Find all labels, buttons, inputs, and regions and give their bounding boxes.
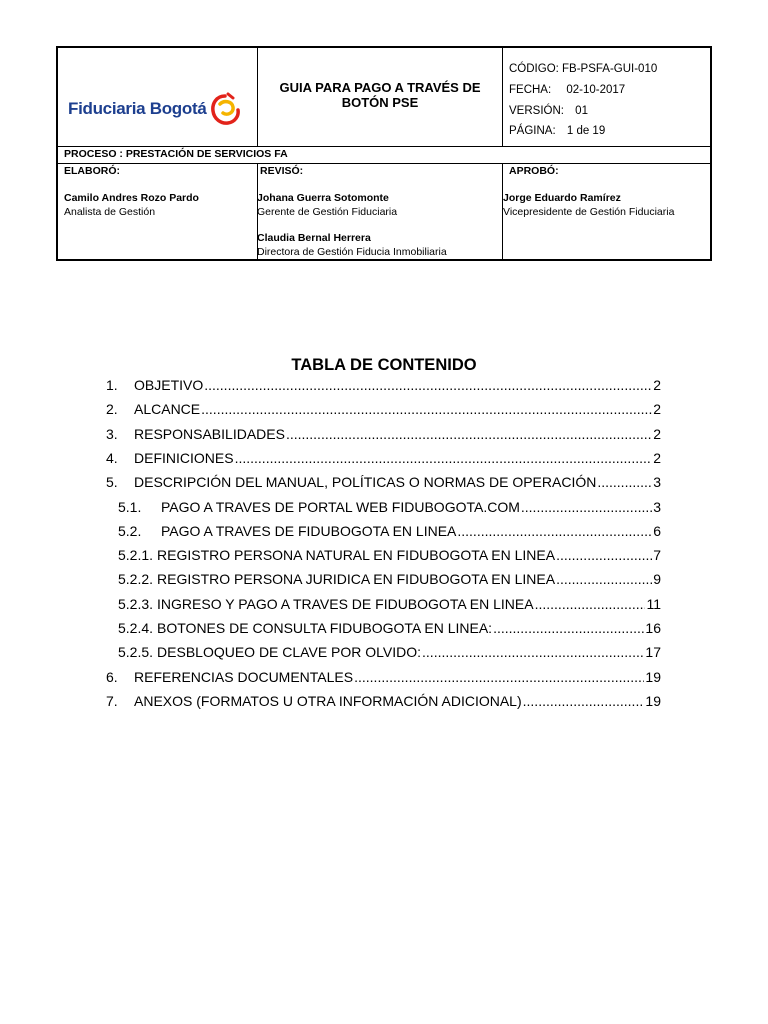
toc-entry-number: 5.2.2. [118, 571, 154, 588]
toc-leader-dots [597, 474, 652, 490]
toc-entry[interactable] [106, 426, 661, 446]
toc-entry-number: 5.2.5. [118, 644, 154, 661]
toc-entry-number: 5.2.4. [118, 620, 154, 636]
toc-leader-dots [556, 571, 652, 587]
toc-entry-number: 5.1. [118, 498, 142, 515]
toc-entry-title: REGISTRO PERSONA NATURAL EN FIDUBOGOTA EN LINEA [157, 547, 556, 564]
toc-leader-dots [201, 401, 652, 417]
toc-entry-number: 1. [106, 377, 118, 393]
title-line-1: GUIA PARA PAGO A TRAVÉS DE [279, 80, 481, 95]
toc-leader-dots [493, 620, 644, 636]
toc-entry-number: 2. [106, 401, 118, 418]
toc-entry-title: DESCRIPCIÓN DEL MANUAL, POLÍTICAS O NORMAS DE OPERACIÓN [134, 474, 597, 491]
toc-entry[interactable] [106, 693, 661, 713]
toc-entry[interactable] [118, 620, 661, 640]
codigo-field: CÓDIGO: FB-PSFA-GUI-010 [509, 63, 658, 75]
toc-leader-dots [235, 450, 653, 466]
reviso-2-role: Directora de Gestión Fiducia Inmobiliaria [257, 246, 447, 258]
toc-entry-page: 6 [653, 522, 661, 539]
toc-leader-dots [457, 523, 652, 539]
toc-entry-page: 11 [646, 595, 661, 612]
pagina-value: 1 de 19 [566, 125, 606, 137]
toc-entry-number: 3. [106, 425, 118, 442]
toc-entry-page: 2 [653, 449, 661, 466]
document-header [56, 46, 712, 261]
toc-entry-title: ANEXOS (FORMATOS U OTRA INFORMACIÓN ADICIONAL) [134, 692, 522, 709]
toc-entry-page: 3 [653, 498, 661, 515]
toc-entry[interactable] [118, 499, 661, 519]
toc-entry-page: 2 [653, 425, 661, 442]
toc-entry-page: 19 [645, 692, 661, 709]
toc-entry-number: 5.2.3. [118, 595, 154, 612]
toc-entry-title: BOTONES DE CONSULTA FIDUBOGOTA EN LINEA: [157, 620, 493, 636]
elaboro-role: Analista de Gestión [64, 206, 156, 218]
toc-leader-dots [286, 426, 652, 442]
toc-entry[interactable] [118, 523, 661, 543]
toc-entry-title: REFERENCIAS DOCUMENTALES [134, 668, 354, 685]
reviso-label: REVISÓ: [260, 165, 304, 177]
toc-leader-dots [354, 669, 644, 685]
document-title [258, 80, 502, 110]
fecha-value: 02-10-2017 [566, 84, 626, 96]
toc-entry[interactable] [106, 474, 661, 494]
company-logo [68, 92, 240, 126]
toc-entry-title: OBJETIVO [134, 377, 204, 393]
reviso-1-name: Johana Guerra Sotomonte [257, 192, 389, 204]
title-line-2: BOTÓN PSE [341, 95, 419, 110]
toc-leader-dots [521, 499, 652, 515]
toc-entry-page: 19 [645, 668, 661, 685]
toc-entry-page: 16 [645, 620, 661, 636]
toc-leader-dots [535, 596, 646, 612]
elaboro-label: ELABORÓ: [64, 165, 120, 177]
toc-entry-title: ALCANCE [134, 401, 201, 418]
toc-entry-page: 17 [645, 644, 661, 661]
toc-entry[interactable] [118, 644, 661, 664]
toc-entry-number: 4. [106, 449, 118, 466]
logo-text: Fiduciaria Bogotá [68, 99, 207, 118]
toc-leader-dots [204, 377, 652, 393]
toc-entry-page: 2 [653, 377, 661, 393]
toc-entry[interactable] [118, 596, 661, 616]
toc-entry-number: 6. [106, 668, 118, 685]
toc-entry[interactable] [118, 547, 661, 567]
toc-entry-number: 5.2.1. [118, 547, 154, 564]
version-value: 01 [575, 105, 588, 117]
toc-entry-title: DESBLOQUEO DE CLAVE POR OLVIDO: [157, 644, 422, 661]
toc-entry[interactable] [106, 450, 661, 470]
toc-entry-page: 2 [653, 401, 661, 418]
pagina-field [509, 125, 605, 137]
fecha-field [509, 84, 625, 96]
elaboro-name: Camilo Andres Rozo Pardo [64, 192, 199, 204]
pagina-label: PÁGINA: [509, 125, 556, 137]
toc-entry-page: 7 [653, 547, 661, 564]
aprobo-role: Vicepresidente de Gestión Fiduciaria [503, 206, 675, 218]
toc-entry-title: RESPONSABILIDADES [134, 425, 285, 442]
toc-entry-title: REGISTRO PERSONA JURIDICA EN FIDUBOGOTA EN LINEA [157, 571, 556, 588]
toc-title: TABLA DE CONTENIDO [291, 356, 477, 374]
toc-entry-title: PAGO A TRAVES DE FIDUBOGOTA EN LINEA [161, 522, 457, 539]
toc-entry-title: PAGO A TRAVES DE PORTAL WEB FIDUBOGOTA.COM [161, 498, 520, 515]
toc-entry-title: INGRESO Y PAGO A TRAVES DE FIDUBOGOTA EN LINEA [157, 595, 534, 612]
version-field [509, 105, 588, 117]
reviso-2-name: Claudia Bernal Herrera [257, 232, 371, 244]
toc-entry[interactable] [106, 401, 661, 421]
toc-leader-dots [556, 547, 652, 563]
fecha-label: FECHA: [509, 84, 552, 96]
toc-entry-page: 9 [653, 571, 661, 588]
toc-entry[interactable] [106, 669, 661, 689]
toc-leader-dots [422, 644, 644, 660]
toc-entry-page: 3 [653, 474, 661, 491]
toc-entry[interactable] [118, 571, 661, 591]
toc-entry-number: 7. [106, 692, 118, 709]
toc-leader-dots [523, 693, 645, 709]
version-label: VERSIÓN: [509, 105, 564, 117]
toc-entry-number: 5.2. [118, 522, 142, 539]
toc-entry[interactable] [106, 377, 661, 397]
proceso-label: PROCESO : PRESTACIÓN DE SERVICIOS FA [64, 148, 288, 160]
reviso-1-role: Gerente de Gestión Fiduciaria [257, 206, 398, 218]
toc-entry-number: 5. [106, 474, 118, 491]
logo-mark-icon [210, 92, 240, 126]
toc-entry-title: DEFINICIONES [134, 449, 234, 466]
aprobo-label: APROBÓ: [509, 165, 559, 177]
aprobo-name: Jorge Eduardo Ramírez [503, 192, 621, 204]
